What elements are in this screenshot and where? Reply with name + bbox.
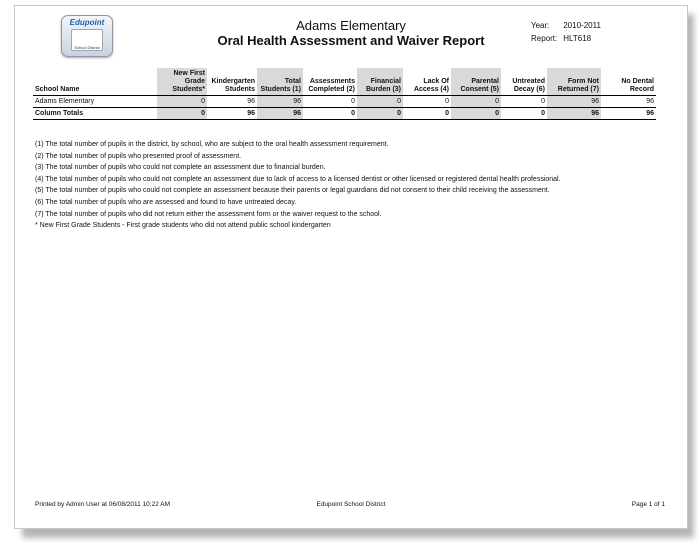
report-line [531, 34, 591, 43]
footnote: (5) The total number of pupils who could not complete an assessment because their parents or legal guardians did not consent to their child receiving the assessment. [35, 187, 550, 195]
table-cell: 0 [451, 96, 501, 108]
footnote: * New First Grade Students - First grade students who did not attend public school kindergarten [35, 222, 331, 230]
report-code: HLT618 [563, 34, 592, 43]
footnote: (1) The total number of pupils in the district, by school, who are subject to the oral health assessment requirement. [35, 141, 389, 148]
table-cell: 0 [541, 98, 545, 105]
totals-cell: 96 [207, 108, 257, 120]
table-cell: 96 [247, 98, 255, 105]
report-title: Oral Health Assessment and Waiver Report [217, 33, 485, 48]
school-title: Adams Elementary [296, 18, 406, 33]
footnote: (4) The total number of pupils who could not complete an assessment due to lack of access to a licensed dentist or other licensed or registered dental health professional. [35, 175, 561, 183]
table-cell: 0 [351, 98, 355, 105]
col-header: Total Students (1) [257, 68, 303, 96]
col-header: New First Grade Students* [157, 68, 207, 96]
table-cell: 96 [257, 96, 303, 108]
col-header: Kindergarten Students [207, 68, 257, 96]
totals-cell: 96 [257, 108, 303, 120]
footnote: (6) The total number of pupils who are assessed and found to have untreated decay. [35, 198, 297, 206]
table-cell: Adams Elementary [35, 98, 95, 105]
footnote: (7) The total number of pupils who did not return either the assessment form or the waiver request to the school. [35, 210, 382, 218]
col-header: Untreated Decay (6) [501, 68, 547, 96]
totals-cell: 0 [403, 108, 451, 120]
table-cell: 96 [646, 98, 654, 105]
logo-brand: Edupoint [69, 18, 105, 27]
footer-page-number: Page 1 of 1 [631, 501, 665, 508]
totals-row [33, 108, 656, 120]
report-label: Report: [531, 34, 558, 43]
report-table [33, 68, 656, 120]
footer-printed-by: Printed by Admin User at 06/08/2011 10:22 AM [35, 501, 171, 508]
table-cell: 0 [157, 96, 207, 108]
footnote: (2) The total number of pupils who presented proof of assessment. [35, 152, 242, 160]
table-cell: 0 [445, 98, 449, 105]
year-line [531, 21, 601, 30]
totals-cell: 0 [157, 108, 207, 120]
col-header: Assessments Completed (2) [303, 68, 357, 96]
col-header: Financial Burden (3) [357, 68, 403, 96]
col-header: Parental Consent (5) [451, 68, 501, 96]
totals-cell: 96 [601, 108, 656, 120]
footnotes [35, 139, 675, 232]
table-cell: 96 [547, 96, 601, 108]
totals-cell: Column Totals [33, 108, 157, 120]
report-page [14, 5, 688, 529]
table-header-row [33, 68, 656, 96]
totals-cell: 96 [547, 108, 601, 120]
col-header: Lack Of Access (4) [403, 68, 451, 96]
totals-cell: 0 [303, 108, 357, 120]
table-cell: 0 [357, 96, 403, 108]
year-label: Year: [531, 21, 550, 30]
col-header: School Name [33, 68, 157, 96]
table-row [33, 96, 656, 108]
totals-cell: 0 [451, 108, 501, 120]
year-value: 2010-2011 [563, 21, 601, 30]
totals-cell: 0 [357, 108, 403, 120]
logo-subtitle: School District [74, 45, 100, 50]
footnote: (3) The total number of pupils who could not complete an assessment due to financial burden. [35, 164, 326, 172]
col-header: No Dental Record [601, 68, 656, 96]
totals-cell: 0 [501, 108, 547, 120]
footer-district: Edupoint School District [316, 501, 386, 508]
col-header: Form Not Returned (7) [547, 68, 601, 96]
